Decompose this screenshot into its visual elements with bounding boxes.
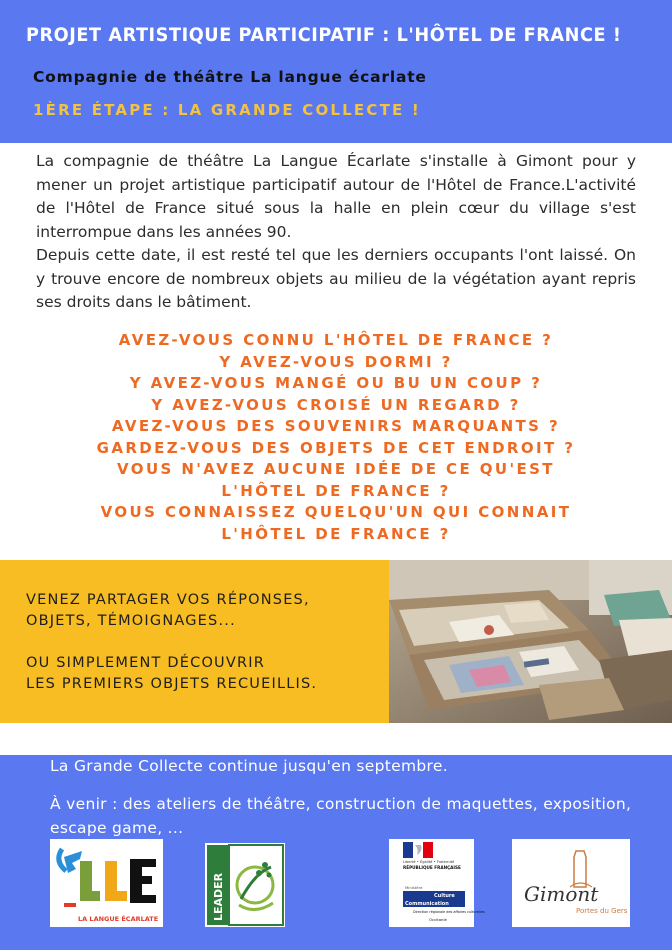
question-line: L'HÔTEL DE FRANCE ? (221, 524, 451, 543)
question-line: L'HÔTEL DE FRANCE ? (221, 481, 451, 500)
leader-vertical-text: LEADER (212, 872, 225, 921)
intro-text (36, 150, 636, 315)
intro-paragraph-2: Depuis cette date, il est resté tel que les derniers occupants l'ont laissé. On y trouve encore de nombreux objets au milieu de la végétation ayant repris ses droits dans le bâtiment. (36, 246, 636, 311)
question-line: VOUS CONNAISSEZ QUELQU'UN QUI CONNAIT (100, 503, 572, 521)
call-to-action-text (26, 590, 386, 695)
langue-ecarlate-logo (50, 839, 163, 927)
gimont-tagline: Portes du Gers (576, 907, 628, 915)
question-line: Y AVEZ-VOUS CROISÉ UN REGARD ? (151, 395, 521, 414)
photo-illustration (389, 560, 672, 723)
cta-line: OBJETS, TÉMOIGNAGES... (26, 613, 236, 629)
ministere-logo-graphic (389, 839, 485, 927)
ministry-label: Ministère (405, 885, 423, 890)
drac-label: Direction régionale des affaires culturelles (413, 910, 485, 914)
collecte-continues-text: La Grande Collecte continue jusqu'en septembre. (50, 757, 448, 775)
upcoming-activities-text: À venir : des ateliers de théâtre, construction de maquettes, exposition, escape game, ... (50, 795, 632, 837)
question-line: AVEZ-VOUS CONNU L'HÔTEL DE FRANCE ? (118, 331, 554, 349)
question-line: AVEZ-VOUS DES SOUVENIRS MARQUANTS ? (111, 417, 561, 435)
call-to-action-panel (0, 560, 389, 723)
collected-objects-photo (389, 560, 672, 723)
cta-line: VENEZ PARTAGER VOS RÉPONSES, (26, 592, 310, 608)
leader-logo (205, 843, 285, 927)
cta-line: OU SIMPLEMENT DÉCOUVRIR (26, 655, 266, 671)
footer-banner (0, 755, 672, 950)
questions-list (0, 330, 672, 545)
region-label: Occitanie (429, 917, 447, 922)
question-line: GARDEZ-VOUS DES OBJETS DE CET ENDROIT ? (96, 438, 576, 457)
step-heading: 1ÈRE ÉTAPE : LA GRANDE COLLECTE ! (33, 101, 421, 119)
gimont-logo (512, 839, 630, 927)
gimont-name: Gimont (524, 882, 599, 906)
leader-logo-graphic (205, 843, 285, 927)
gimont-logo-graphic (512, 839, 630, 927)
lle-logo-graphic (50, 839, 163, 927)
culture-label: Culture (434, 893, 455, 899)
ministere-culture-logo (389, 839, 485, 927)
intro-paragraph-1: La compagnie de théâtre La Langue Écarlate s'installe à Gimont pour y mener un projet artistique participatif autour de l'Hôtel de France.L'activité de l'Hôtel de France situé sous la halle en plein cœur du village s'est interrompue dans les années 90. (36, 152, 636, 241)
communication-label: Communication (405, 901, 449, 907)
question-line: Y AVEZ-VOUS MANGÉ OU BU UN COUP ? (129, 374, 543, 392)
company-subtitle: Compagnie de théâtre La langue écarlate (33, 68, 427, 86)
question-line: VOUS N'AVEZ AUCUNE IDÉE DE CE QU'EST (117, 460, 555, 478)
republic-name: RÉPUBLIQUE FRANÇAISE (403, 865, 461, 870)
page-title: PROJET ARTISTIQUE PARTICIPATIF : L'HÔTEL DE FRANCE ! (26, 24, 622, 46)
header-banner (0, 0, 672, 143)
cta-line: LES PREMIERS OBJETS RECUEILLIS. (26, 676, 318, 692)
lle-caption: LA LANGUE ÉCARLATE (78, 915, 159, 923)
question-line: Y AVEZ-VOUS DORMI ? (219, 352, 453, 371)
republic-motto: Liberté • Égalité • Fraternité (403, 860, 455, 864)
